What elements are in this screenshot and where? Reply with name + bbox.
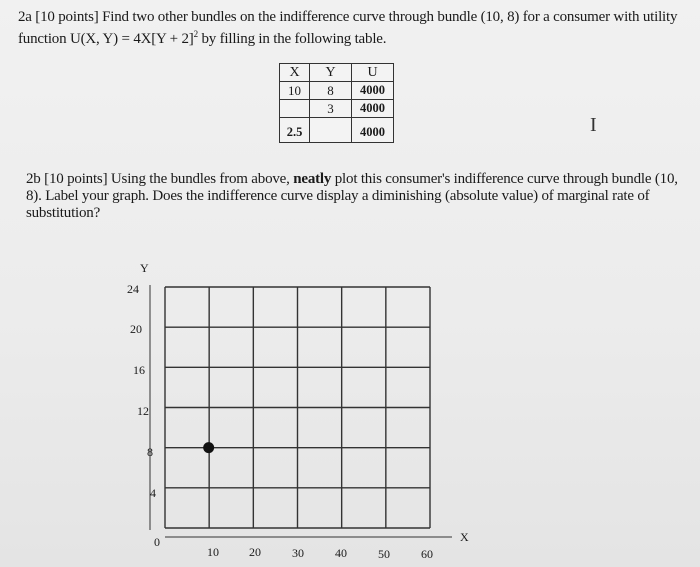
question-2b-label: 2b [10 points] bbox=[26, 171, 108, 187]
cell-x: 2.5 bbox=[280, 118, 310, 143]
question-2b-text: Using the bundles from above, bbox=[107, 171, 294, 187]
graph-points bbox=[203, 442, 214, 453]
question-2a-text: Find two other bundles on the indifference curve through bundle (10, 8) for a consumer with utility function U(X, Y) = 4X[Y + 2] bbox=[18, 9, 678, 47]
question-2b-emphasis: neatly bbox=[293, 171, 332, 187]
x-tick-label: 30 bbox=[292, 546, 304, 560]
cell-x: 10 bbox=[280, 82, 310, 100]
x-tick-label: 60 bbox=[421, 547, 433, 561]
y-tick-label: 0 bbox=[154, 535, 160, 549]
graph-grid bbox=[165, 287, 430, 528]
cell-u: 4000 bbox=[352, 82, 394, 100]
header-x: X bbox=[280, 64, 310, 82]
question-2a-text-end: by filling in the following table. bbox=[197, 31, 387, 47]
header-u: U bbox=[352, 64, 394, 82]
cell-u: 4000 bbox=[352, 118, 394, 143]
text-cursor-icon: I bbox=[590, 114, 597, 136]
x-tick-label: 20 bbox=[249, 545, 261, 559]
y-tick-label: 4 bbox=[150, 486, 156, 500]
y-tick-label: 20 bbox=[130, 322, 142, 336]
header-y: Y bbox=[310, 64, 352, 82]
graph-axes bbox=[150, 285, 452, 537]
cell-u: 4000 bbox=[352, 100, 394, 118]
question-2a-superscript: 2 bbox=[193, 29, 198, 39]
x-tick-label: 40 bbox=[335, 546, 347, 560]
question-2b-text-end: plot this consumer's indifference curve through bundle (10, 8). Label your graph. Does the indifference curve display a diminishing (absolute value) of marginal rate of substitution? bbox=[26, 171, 678, 221]
cell-y: 3 bbox=[310, 100, 352, 118]
x-tick-label: 10 bbox=[207, 545, 219, 559]
graph-tick-labels bbox=[127, 282, 433, 561]
y-axis-label: Y bbox=[140, 261, 149, 275]
y-tick-label: 24 bbox=[127, 282, 139, 296]
question-2a-label: 2a [10 points] bbox=[18, 9, 99, 25]
y-tick-label: 8 bbox=[147, 445, 153, 459]
x-tick-label: 50 bbox=[378, 547, 390, 561]
x-axis-label: X bbox=[460, 530, 469, 544]
bundle-point bbox=[203, 442, 214, 453]
y-tick-label: 12 bbox=[137, 404, 149, 418]
y-tick-label: 16 bbox=[133, 363, 145, 377]
cell-y: 8 bbox=[310, 82, 352, 100]
